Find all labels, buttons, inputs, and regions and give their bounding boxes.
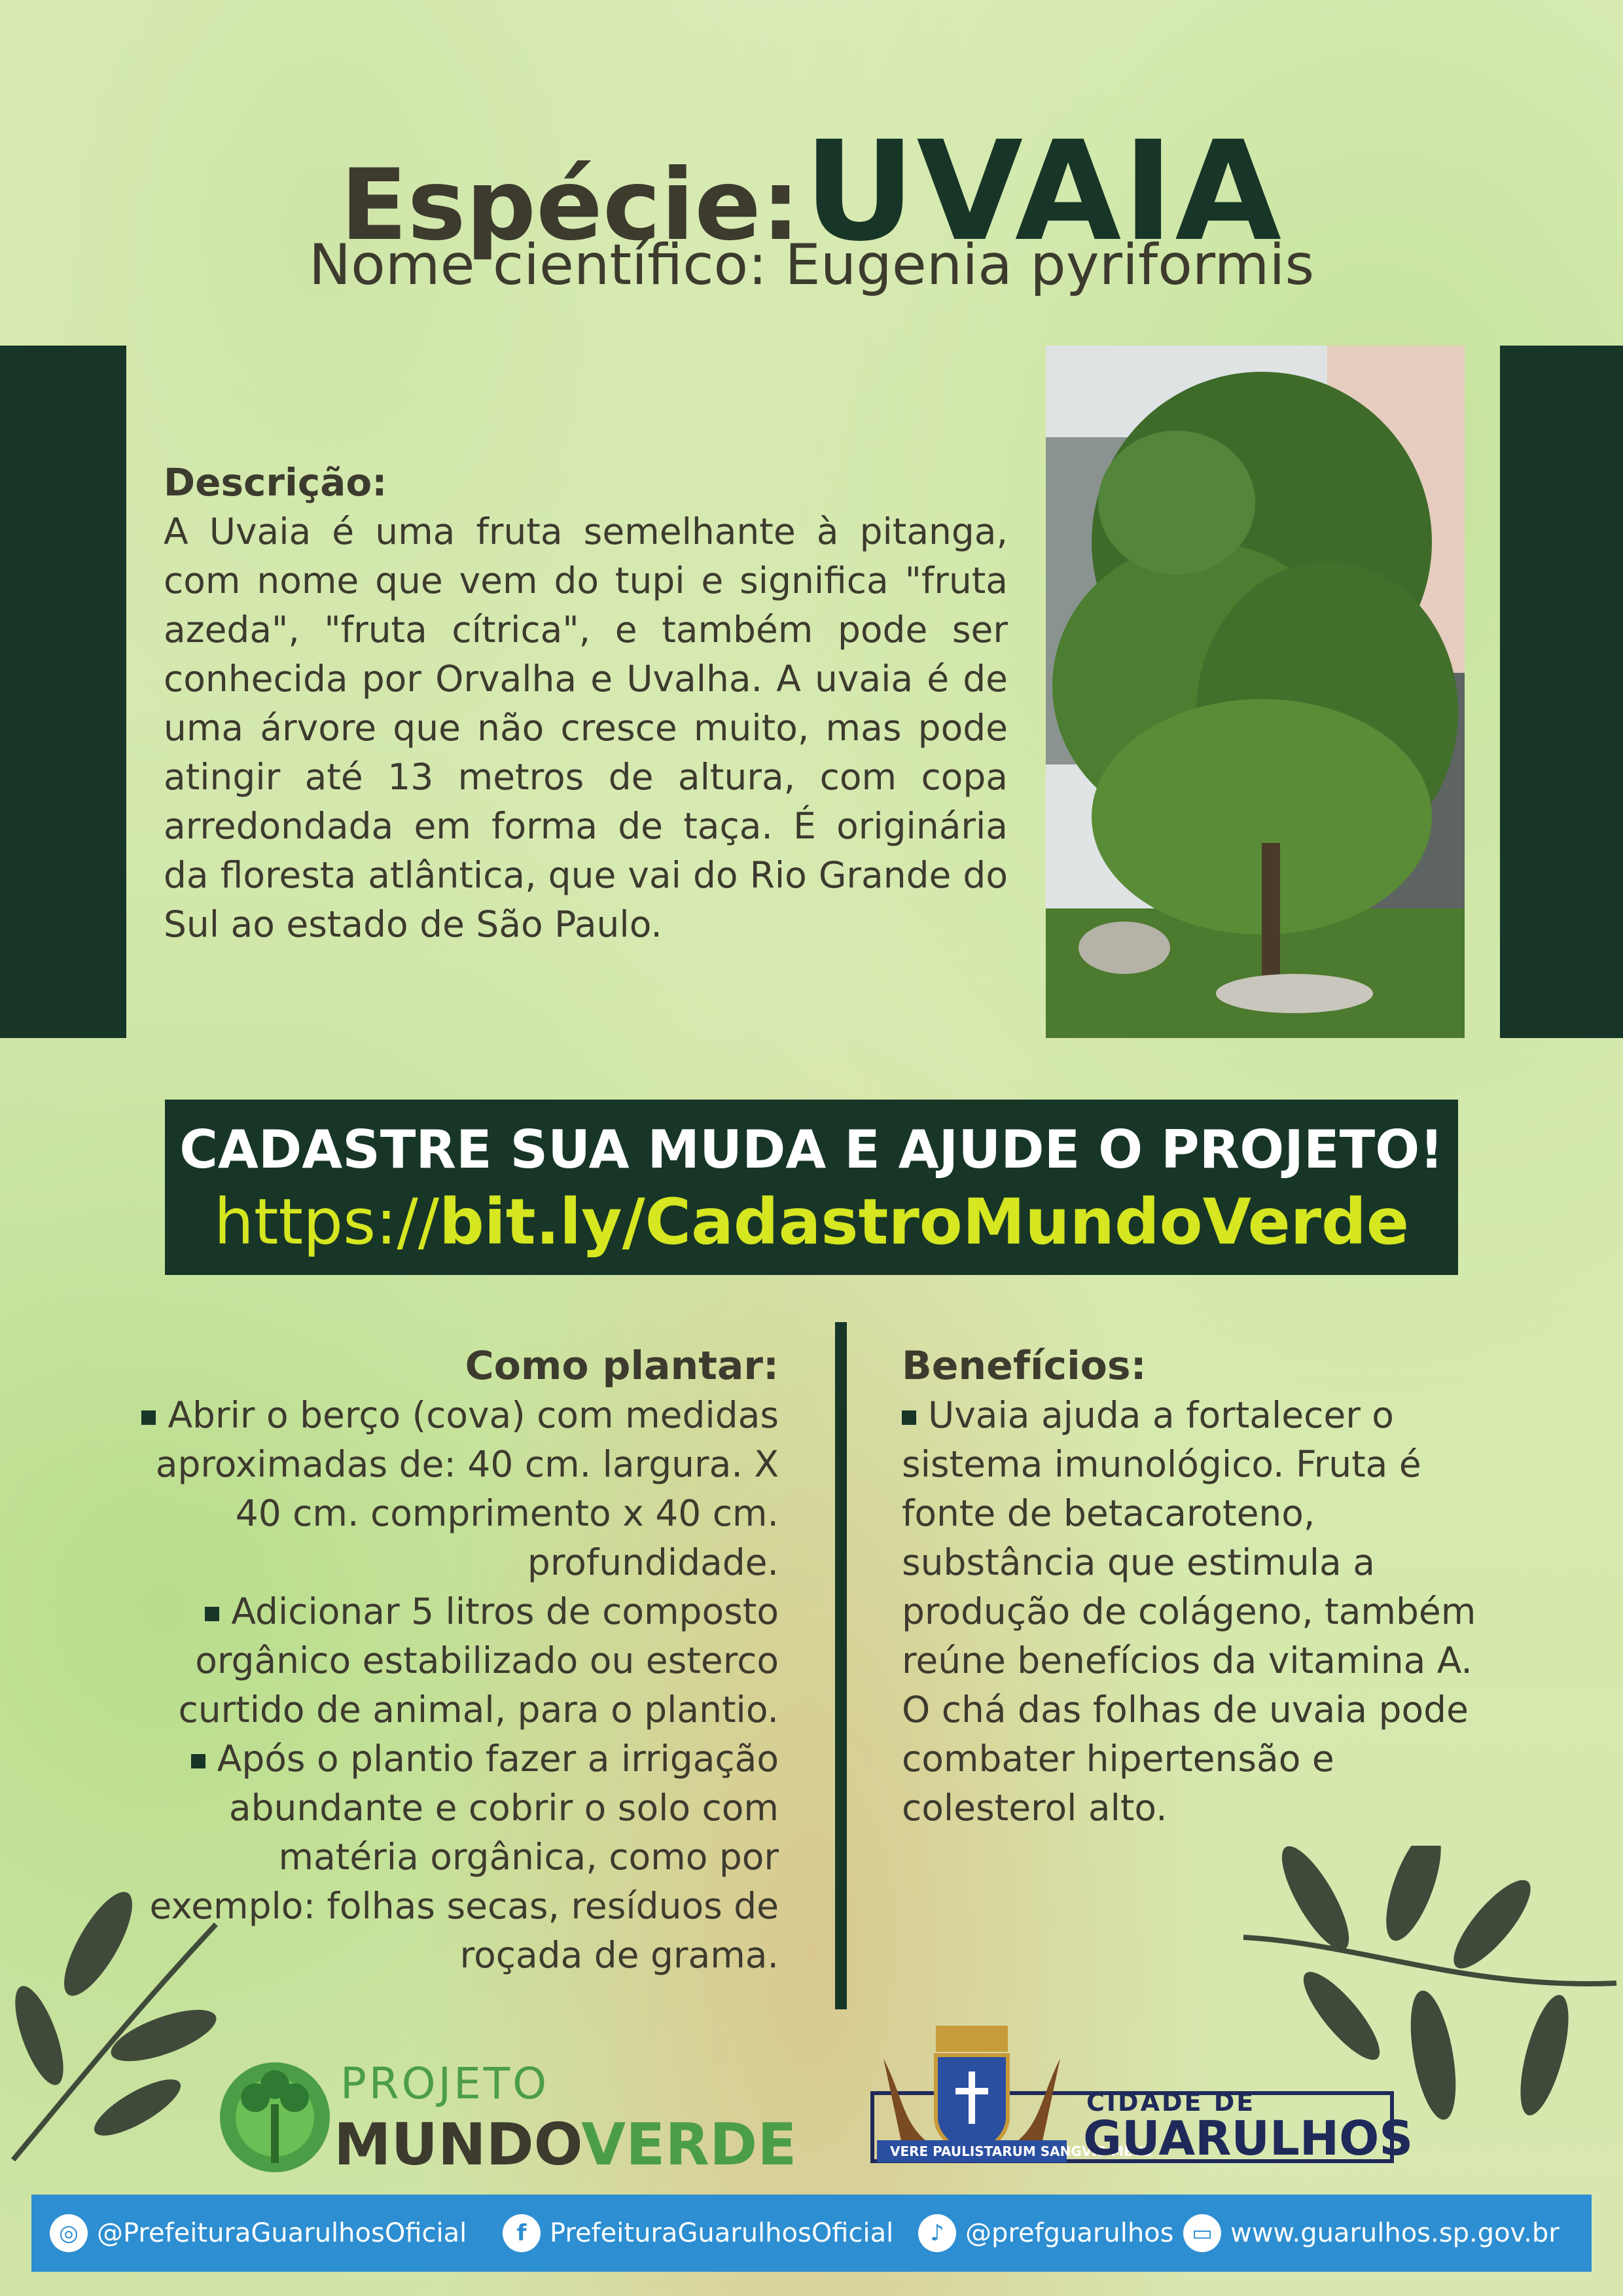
planting-item: Adicionar 5 litros de composto orgânico estabilizado ou esterco curtido de animal, para o plantio. (178, 1590, 779, 1731)
planting-section (128, 1342, 779, 1980)
cta-link-prefix[interactable]: https:// (214, 1185, 440, 1259)
facebook-icon: f (503, 2214, 541, 2252)
logo-verde-text: VERDE (581, 2111, 797, 2178)
planting-heading: Como plantar: (465, 1343, 779, 1389)
instagram-link[interactable] (50, 2195, 467, 2272)
website-url[interactable]: www.guarulhos.sp.gov.br (1230, 2218, 1560, 2248)
species-name: UVAIA (804, 111, 1283, 272)
planting-item: Abrir o berço (cova) com medidas aproximadas de: 40 cm. largura. X 40 cm. comprimento x 40 cm. profundidade. (128, 1391, 779, 1587)
bullet-icon (205, 1607, 219, 1621)
logo-mundo-text: MUNDO (334, 2111, 582, 2178)
cta-banner (165, 1100, 1458, 1275)
bullet-icon (191, 1754, 205, 1768)
leaf-branch-left-icon (0, 1885, 236, 2173)
description-section (164, 458, 1008, 949)
benefits-item: Uvaia ajuda a fortalecer o sistema imunológico. Fruta é fonte de betacaroteno, substância que estimula a produção de colágeno, também reúne benefícios da vitamina A. O chá das folhas de uvaia pode combater hipertensão e colesterol alto. (902, 1394, 1476, 1829)
bullet-icon (902, 1410, 916, 1425)
facebook-link[interactable] (503, 2195, 893, 2272)
cta-heading: CADASTRE SUA MUDA E AJUDE O PROJETO! (179, 1119, 1444, 1180)
guarulhos-logo (864, 2019, 1414, 2176)
planting-item: Após o plantio fazer a irrigação abundante e cobrir o solo com matéria orgânica, como por exemplo: folhas secas, resíduos de roçada de grama. (149, 1738, 779, 1976)
cta-link-main[interactable]: bit.ly/CadastroMundoVerde (439, 1185, 1409, 1259)
website-icon: ▭ (1183, 2214, 1221, 2252)
website-link[interactable] (1183, 2195, 1560, 2272)
logo-motto: VERE PAULISTARUM SANGVIS MEVS (890, 2144, 1152, 2159)
description-heading: Descrição: (164, 460, 387, 505)
bullet-icon (141, 1410, 156, 1425)
logo-guarulhos-text: GUARULHOS (1083, 2111, 1414, 2166)
logo-mundoverde-text (334, 2111, 796, 2178)
description-text: A Uvaia é uma fruta semelhante à pitanga, com nome que vem do tupi e significa "fruta azeda", "fruta cítrica", e também pode ser conhecida por Orvalha e Uvalha. A uvaia é de uma árvore que não cresce muito, mas pode atingir até 13 metros de altura, com copa arredondada em forma de taça. É originária da floresta atlântica, que vai do Rio Grande do Sul ao estado de São Paulo. (164, 511, 1008, 945)
instagram-icon: ◎ (50, 2214, 88, 2252)
tree-logo-icon (216, 2058, 334, 2176)
tiktok-link[interactable] (918, 2195, 1173, 2272)
benefits-section (902, 1342, 1491, 1833)
logo-cidade-de: CIDADE DE (1086, 2088, 1256, 2117)
instagram-handle[interactable]: @PrefeituraGuarulhosOficial (97, 2218, 467, 2248)
benefits-heading: Benefícios: (902, 1343, 1147, 1389)
left-accent-bar (0, 346, 126, 1038)
tiktok-icon: ♪ (918, 2214, 956, 2252)
projeto-mundo-verde-logo (216, 2058, 797, 2178)
title-prefix: Espécie: (340, 149, 800, 262)
cta-link[interactable] (165, 1185, 1458, 1259)
facebook-handle[interactable]: PrefeituraGuarulhosOficial (550, 2218, 894, 2248)
tiktok-handle[interactable]: @prefguarulhos (965, 2218, 1174, 2248)
logo-projeto-text: PROJETO (340, 2058, 550, 2109)
scientific-name: Nome científico: Eugenia pyriformis (308, 232, 1315, 298)
tree-photo (1046, 346, 1465, 1038)
column-divider (835, 1322, 847, 2009)
right-accent-bar (1500, 346, 1623, 1038)
social-footer (31, 2195, 1592, 2272)
